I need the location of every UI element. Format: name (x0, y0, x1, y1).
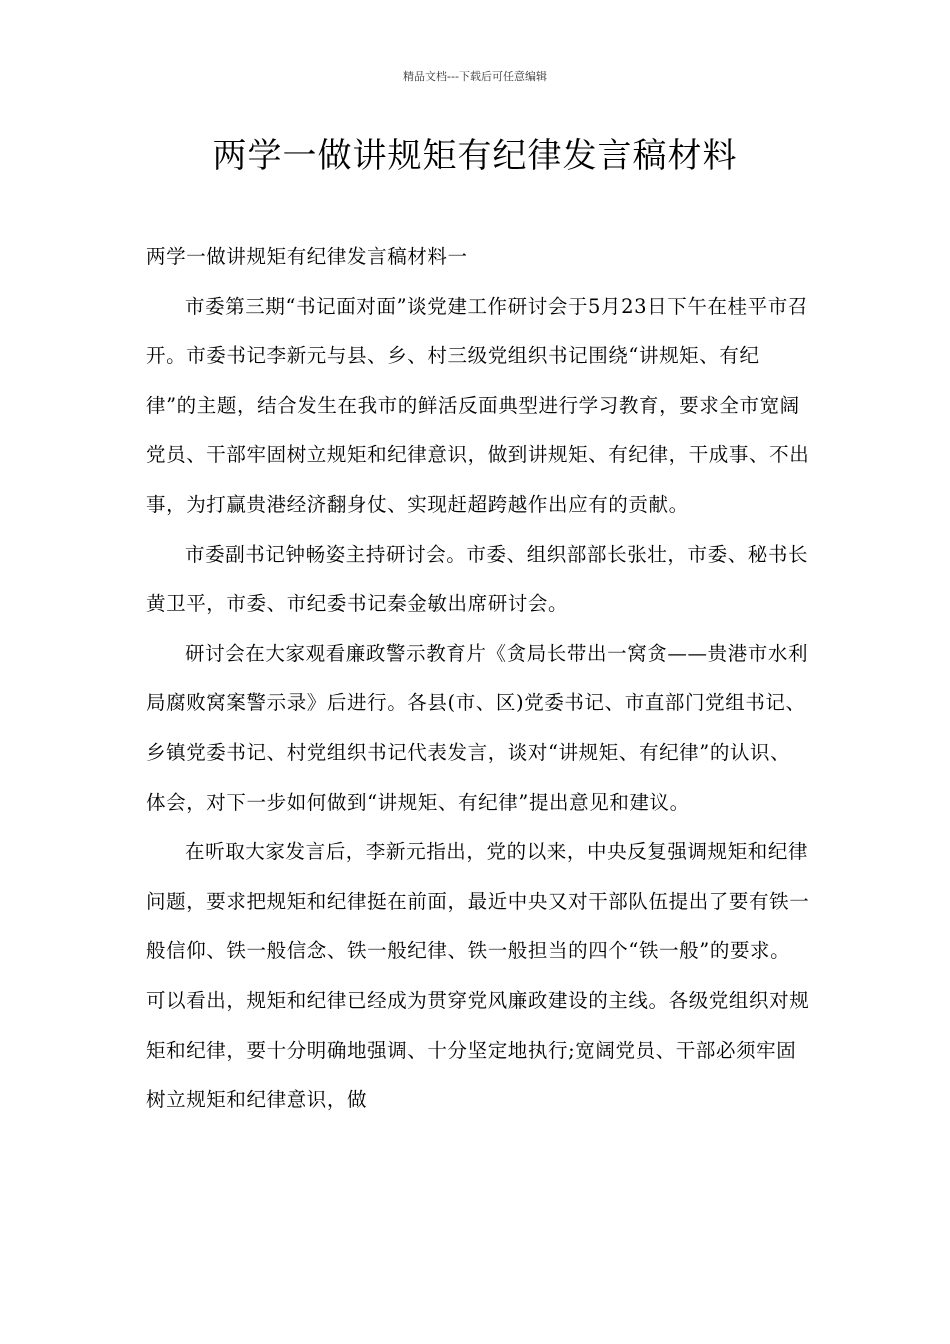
paragraph-4: 在听取大家发言后，李新元指出，党的以来，中央反复强调规矩和纪律问题，要求把规矩和纪律挺在前面，最近中央又对干部队伍提出了要有铁一般信仰、铁一般信念、铁一般纪律、铁一般担当的四个“铁一般”的要求。可以看出，规矩和纪律已经成为贯穿党风廉政建设的主线。各级党组织对规矩和纪律，要十分明确地强调、十分坚定地执行;宽阔党员、干部必须牢固树立规矩和纪律意识，做 (146, 840, 810, 1112)
document-title: 两学一做讲规矩有纪律发言稿材料 (212, 136, 738, 176)
paragraph-3: 研讨会在大家观看廉政警示教育片《贪局长带出一窝贪——贵港市水利局腐败窝案警示录》后进行。各县(市、区)党委书记、市直部门党组书记、乡镇党委书记、村党组织书记代表发言，谈对“讲规矩、有纪律”的认识、体会，对下一步如何做到“讲规矩、有纪律”提出意见和建议。 (146, 641, 809, 814)
section-subtitle: 两学一做讲规矩有纪律发言稿材料一 (146, 245, 468, 268)
paragraph-1: 市委第三期“书记面对面”谈党建工作研讨会于5月23日下午在桂平市召开。市委书记李新元与县、乡、村三级党组织书记围绕“讲规矩、有纪律”的主题，结合发生在我市的鲜活反面典型进行学习教育，要求全市宽阔党员、干部牢固树立规矩和纪律意识，做到讲规矩、有纪律，干成事、不出事，为打赢贵港经济翻身仗、实现赶超跨越作出应有的贡献。 (146, 294, 810, 516)
paragraph-2: 市委副书记钟畅姿主持研讨会。市委、组织部部长张壮，市委、秘书长黄卫平，市委、市纪委书记秦金敏出席研讨会。 (146, 542, 809, 616)
document-body (146, 232, 810, 1125)
header-note: 精品文档---下载后可任意编辑 (403, 70, 547, 83)
